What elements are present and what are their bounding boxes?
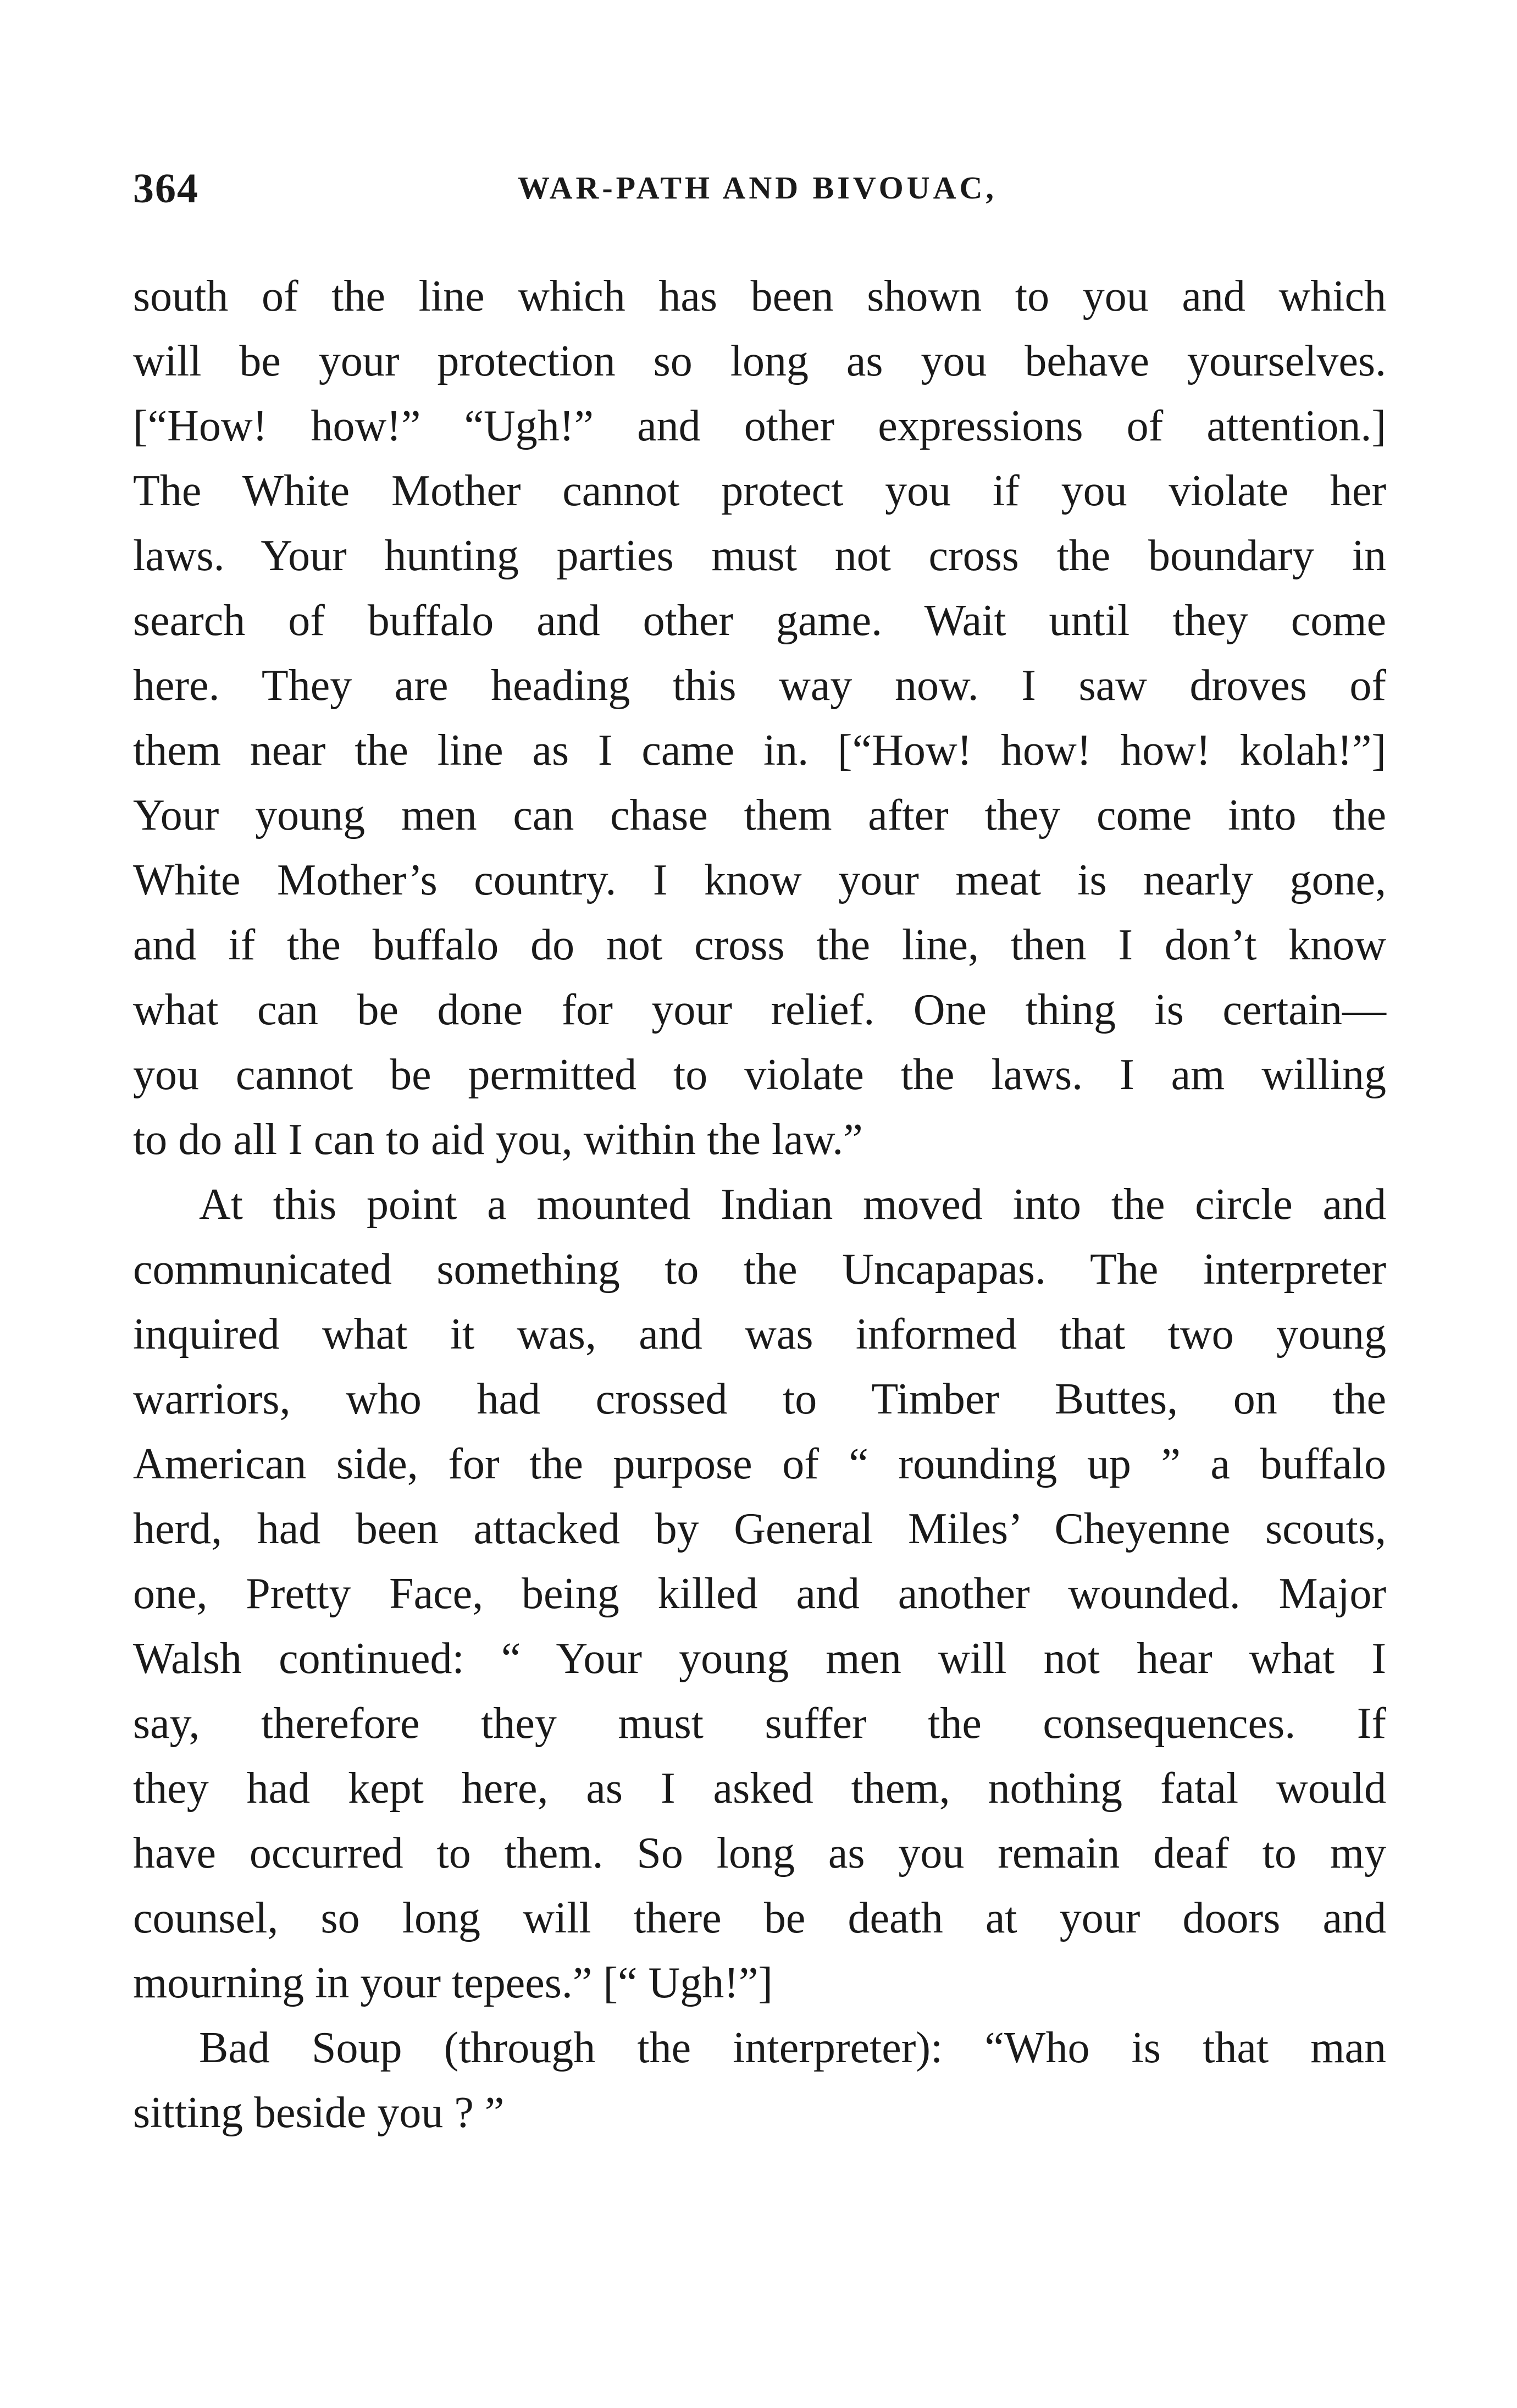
page-number: 364 — [133, 165, 199, 212]
text-line: inquired what it was, and was informed that two young — [133, 1310, 1386, 1358]
page-header — [133, 165, 1386, 214]
text-line: [“How! how!” “Ugh!” and other expressions of attention.] — [133, 402, 1386, 450]
text-line: south of the line which has been shown to you and which — [133, 272, 1386, 321]
text-line: say, therefore they must suffer the consequences. If — [133, 1699, 1386, 1748]
paragraph-2 — [133, 1172, 1386, 2015]
paragraph-1 — [133, 264, 1386, 1172]
text-line: communicated something to the Uncapapas. The interpreter — [133, 1245, 1386, 1294]
text-line: will be your protection so long as you behave yourselves. — [133, 337, 1386, 385]
text-line: here. They are heading this way now. I saw droves of — [133, 661, 1386, 710]
text-line: have occurred to them. So long as you remain deaf to my — [133, 1829, 1386, 1877]
text-line: you cannot be permitted to violate the laws. I am willing — [133, 1051, 1386, 1099]
text-line: one, Pretty Face, being killed and another wounded. Major — [133, 1570, 1386, 1618]
running-head: WAR-PATH AND BIVOUAC, — [518, 170, 997, 206]
text-line: counsel, so long will there be death at your doors and — [133, 1894, 1386, 1942]
text-line: sitting beside you ? ” — [133, 2089, 505, 2137]
text-line: laws. Your hunting parties must not cross the boundary in — [133, 532, 1386, 580]
text-line: Bad Soup (through the interpreter): “Who is that man — [199, 2024, 1386, 2072]
text-line: warriors, who had crossed to Timber Buttes, on the — [133, 1375, 1386, 1423]
paragraph-3 — [133, 2015, 1386, 2145]
text-line: The White Mother cannot protect you if you violate her — [133, 467, 1386, 515]
text-line: American side, for the purpose of “ rounding up ” a buffalo — [133, 1440, 1386, 1488]
text-line: mourning in your tepees.” [“ Ugh!”] — [133, 1959, 773, 2007]
text-line: Walsh continued: “ Your young men will not hear what I — [133, 1634, 1386, 1683]
text-line: and if the buffalo do not cross the line, then I don’t know — [133, 921, 1386, 969]
text-line: they had kept here, as I asked them, nothing fatal would — [133, 1764, 1386, 1813]
text-line: White Mother’s country. I know your meat is nearly gone, — [133, 856, 1386, 904]
text-line: search of buffalo and other game. Wait until they come — [133, 597, 1386, 645]
text-line: herd, had been attacked by General Miles’ Cheyenne scouts, — [133, 1505, 1386, 1553]
text-line: what can be done for your relief. One thing is certain— — [133, 986, 1386, 1034]
text-line: to do all I can to aid you, within the law.” — [133, 1115, 863, 1164]
text-line: Your young men can chase them after they come into the — [133, 791, 1386, 840]
text-line: At this point a mounted Indian moved into the circle and — [199, 1180, 1386, 1229]
body-text — [133, 264, 1386, 2145]
text-line: them near the line as I came in. [“How! how! how! kolah!”] — [133, 726, 1386, 775]
